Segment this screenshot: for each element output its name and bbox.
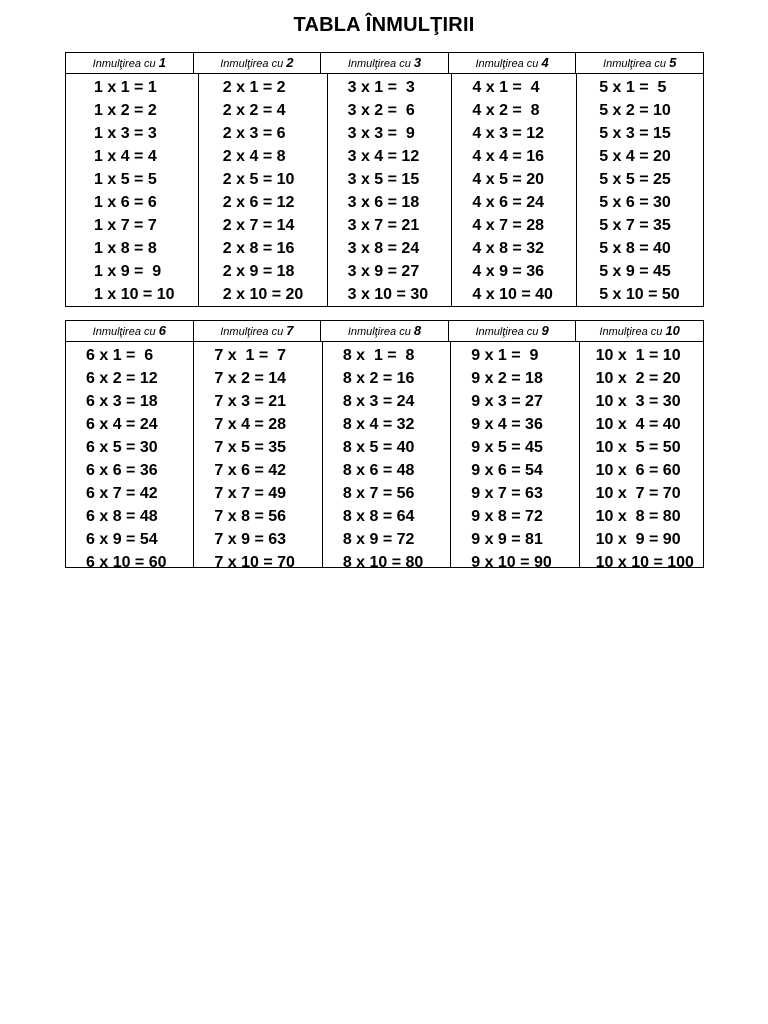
multiplication-fact: 10 x 8 = 80	[595, 508, 681, 525]
multiplication-fact: 7 x 2 = 14	[214, 370, 287, 387]
multiplication-fact: 8 x 9 = 72	[342, 531, 415, 548]
column-header	[320, 53, 448, 73]
multiplication-fact: 7 x 1 = 7	[214, 347, 287, 364]
multiplication-fact: 5 x 7 = 35	[599, 217, 671, 234]
multiplication-fact: 10 x 5 = 50	[595, 439, 681, 456]
multiplication-fact: 6 x 4 = 24	[86, 416, 158, 433]
multiplication-fact: 6 x 10 = 60	[86, 554, 167, 571]
multiplication-fact: 7 x 6 = 42	[214, 462, 287, 479]
multiplication-fact: 2 x 7 = 14	[222, 217, 295, 234]
multiplication-fact: 7 x 8 = 56	[214, 508, 287, 525]
column-header-label: Inmulţirea cu	[92, 58, 156, 70]
table-column	[198, 74, 327, 306]
multiplication-fact: 2 x 1 = 2	[222, 79, 286, 96]
column-header	[193, 53, 321, 73]
multiplication-fact: 4 x 4 = 16	[472, 148, 545, 165]
multiplication-fact: 5 x 2 = 10	[599, 102, 671, 119]
multiplication-fact: 3 x 1 = 3	[347, 79, 415, 96]
table-header-row	[66, 53, 703, 74]
column-header	[66, 321, 193, 341]
multiplication-fact: 3 x 6 = 18	[347, 194, 420, 211]
multiplication-fact: 1 x 1 = 1	[94, 79, 157, 96]
multiplication-fact: 4 x 8 = 32	[472, 240, 545, 257]
column-header-number: 4	[541, 55, 549, 70]
column-header	[66, 53, 193, 73]
multiplication-fact: 3 x 8 = 24	[347, 240, 420, 257]
multiplication-fact: 10 x 4 = 40	[595, 416, 681, 433]
multiplication-fact: 1 x 9 = 9	[94, 263, 162, 280]
multiplication-fact: 9 x 6 = 54	[471, 462, 543, 479]
table-column	[450, 342, 578, 571]
multiplication-fact: 6 x 9 = 54	[86, 531, 158, 548]
table-column	[579, 342, 703, 571]
multiplication-fact: 6 x 2 = 12	[86, 370, 158, 387]
column-header-number: 2	[286, 55, 294, 70]
column-header-number: 8	[413, 323, 422, 338]
multiplication-fact: 10 x 1 = 10	[595, 347, 681, 364]
multiplication-fact: 7 x 3 = 21	[214, 393, 287, 410]
column-header-label: Inmulţirea cu	[92, 326, 156, 338]
multiplication-fact: 5 x 6 = 30	[599, 194, 671, 211]
multiplication-fact: 10 x 10 = 100	[595, 554, 694, 571]
multiplication-fact: 8 x 6 = 48	[342, 462, 415, 479]
multiplication-fact: 2 x 6 = 12	[222, 194, 295, 211]
table-column	[322, 342, 450, 571]
multiplication-fact: 2 x 3 = 6	[222, 125, 286, 142]
column-header-number: 7	[286, 323, 294, 338]
multiplication-fact: 7 x 4 = 28	[214, 416, 287, 433]
column-header	[448, 321, 576, 341]
multiplication-fact: 8 x 7 = 56	[342, 485, 415, 502]
column-header-label: Inmulţirea cu	[347, 58, 411, 70]
multiplication-fact: 2 x 2 = 4	[222, 102, 286, 119]
column-header-number: 10	[665, 323, 680, 338]
column-header-label: Inmulţirea cu	[475, 326, 539, 338]
multiplication-fact: 3 x 7 = 21	[347, 217, 420, 234]
multiplication-fact: 9 x 1 = 9	[471, 347, 539, 364]
multiplication-fact: 8 x 5 = 40	[342, 439, 415, 456]
column-header-number: 3	[413, 55, 422, 70]
multiplication-fact: 3 x 10 = 30	[347, 286, 429, 303]
multiplication-fact: 3 x 2 = 6	[347, 102, 415, 119]
multiplication-fact: 10 x 6 = 60	[595, 462, 681, 479]
multiplication-fact: 2 x 5 = 10	[222, 171, 295, 188]
table-header-row	[66, 321, 703, 342]
multiplication-fact: 10 x 3 = 30	[595, 393, 681, 410]
multiplication-fact: 9 x 9 = 81	[471, 531, 543, 548]
multiplication-fact: 1 x 2 = 2	[94, 102, 157, 119]
multiplication-fact: 8 x 10 = 80	[342, 554, 424, 571]
multiplication-fact: 9 x 3 = 27	[471, 393, 543, 410]
multiplication-fact: 7 x 9 = 63	[214, 531, 287, 548]
multiplication-fact: 7 x 7 = 49	[214, 485, 287, 502]
multiplication-fact: 8 x 1 = 8	[342, 347, 415, 364]
multiplication-fact: 9 x 5 = 45	[471, 439, 543, 456]
multiplication-fact: 2 x 8 = 16	[222, 240, 295, 257]
table-body-row	[66, 74, 703, 306]
multiplication-fact: 9 x 8 = 72	[471, 508, 543, 525]
column-header-number: 5	[669, 55, 677, 70]
column-header-label: Inmulţirea cu	[347, 326, 411, 338]
multiplication-fact: 9 x 7 = 63	[471, 485, 543, 502]
multiplication-fact: 6 x 6 = 36	[86, 462, 158, 479]
multiplication-fact: 6 x 1 = 6	[86, 347, 154, 364]
column-header-label: Inmulţirea cu	[220, 326, 284, 338]
multiplication-table-1-to-5	[65, 52, 704, 307]
multiplication-fact: 3 x 4 = 12	[347, 148, 420, 165]
column-header-label: Inmulţirea cu	[220, 58, 284, 70]
multiplication-fact: 4 x 1 = 4	[472, 79, 540, 96]
multiplication-fact: 4 x 7 = 28	[472, 217, 545, 234]
multiplication-fact: 1 x 8 = 8	[94, 240, 157, 257]
multiplication-fact: 2 x 9 = 18	[222, 263, 295, 280]
multiplication-fact: 4 x 9 = 36	[472, 263, 545, 280]
multiplication-fact: 5 x 8 = 40	[599, 240, 671, 257]
column-header-label: Inmulţirea cu	[475, 58, 539, 70]
multiplication-fact: 9 x 2 = 18	[471, 370, 543, 387]
multiplication-fact: 1 x 6 = 6	[94, 194, 157, 211]
table-column	[66, 342, 193, 571]
multiplication-fact: 6 x 8 = 48	[86, 508, 158, 525]
multiplication-fact: 5 x 1 = 5	[599, 79, 667, 96]
multiplication-fact: 1 x 4 = 4	[94, 148, 157, 165]
multiplication-fact: 8 x 8 = 64	[342, 508, 415, 525]
multiplication-table-6-to-10	[65, 320, 704, 571]
multiplication-fact: 8 x 2 = 16	[342, 370, 415, 387]
column-header	[320, 321, 448, 341]
multiplication-fact: 8 x 4 = 32	[342, 416, 415, 433]
multiplication-fact: 10 x 7 = 70	[595, 485, 681, 502]
multiplication-fact: 9 x 4 = 36	[471, 416, 543, 433]
multiplication-fact: 3 x 5 = 15	[347, 171, 420, 188]
multiplication-fact: 7 x 5 = 35	[214, 439, 287, 456]
table-column	[327, 74, 452, 306]
multiplication-fact: 8 x 3 = 24	[342, 393, 415, 410]
table-column	[193, 342, 321, 571]
multiplication-fact: 6 x 5 = 30	[86, 439, 158, 456]
table-column	[576, 74, 703, 306]
multiplication-fact: 1 x 5 = 5	[94, 171, 157, 188]
table-body-row	[66, 342, 703, 571]
multiplication-fact: 5 x 9 = 45	[599, 263, 671, 280]
column-header-number: 1	[158, 55, 166, 70]
column-header-label: Inmulţirea cu	[599, 326, 663, 338]
multiplication-fact: 5 x 3 = 15	[599, 125, 671, 142]
multiplication-fact: 5 x 10 = 50	[599, 286, 680, 303]
column-header-label: Inmulţirea cu	[603, 58, 667, 70]
multiplication-fact: 6 x 7 = 42	[86, 485, 158, 502]
multiplication-fact: 5 x 5 = 25	[599, 171, 671, 188]
multiplication-fact: 7 x 10 = 70	[214, 554, 295, 571]
column-header	[575, 53, 703, 73]
multiplication-fact: 4 x 2 = 8	[472, 102, 540, 119]
column-header-number: 9	[541, 323, 549, 338]
page-title: TABLA ÎNMULŢIRII	[293, 14, 475, 36]
multiplication-fact: 6 x 3 = 18	[86, 393, 158, 410]
multiplication-fact: 2 x 4 = 8	[222, 148, 286, 165]
multiplication-fact: 10 x 2 = 20	[595, 370, 681, 387]
multiplication-fact: 1 x 3 = 3	[94, 125, 157, 142]
table-column	[451, 74, 576, 306]
column-header-number: 6	[158, 323, 166, 338]
multiplication-fact: 1 x 10 = 10	[94, 286, 175, 303]
multiplication-fact: 10 x 9 = 90	[595, 531, 681, 548]
multiplication-fact: 4 x 3 = 12	[472, 125, 545, 142]
multiplication-fact: 9 x 10 = 90	[471, 554, 552, 571]
multiplication-fact: 5 x 4 = 20	[599, 148, 671, 165]
multiplication-fact: 4 x 6 = 24	[472, 194, 545, 211]
multiplication-fact: 4 x 10 = 40	[472, 286, 553, 303]
multiplication-fact: 3 x 9 = 27	[347, 263, 420, 280]
column-header	[448, 53, 576, 73]
table-column	[66, 74, 198, 306]
multiplication-fact: 3 x 3 = 9	[347, 125, 415, 142]
multiplication-fact: 1 x 7 = 7	[94, 217, 157, 234]
multiplication-fact: 4 x 5 = 20	[472, 171, 545, 188]
multiplication-fact: 2 x 10 = 20	[222, 286, 304, 303]
column-header	[575, 321, 703, 341]
column-header	[193, 321, 321, 341]
